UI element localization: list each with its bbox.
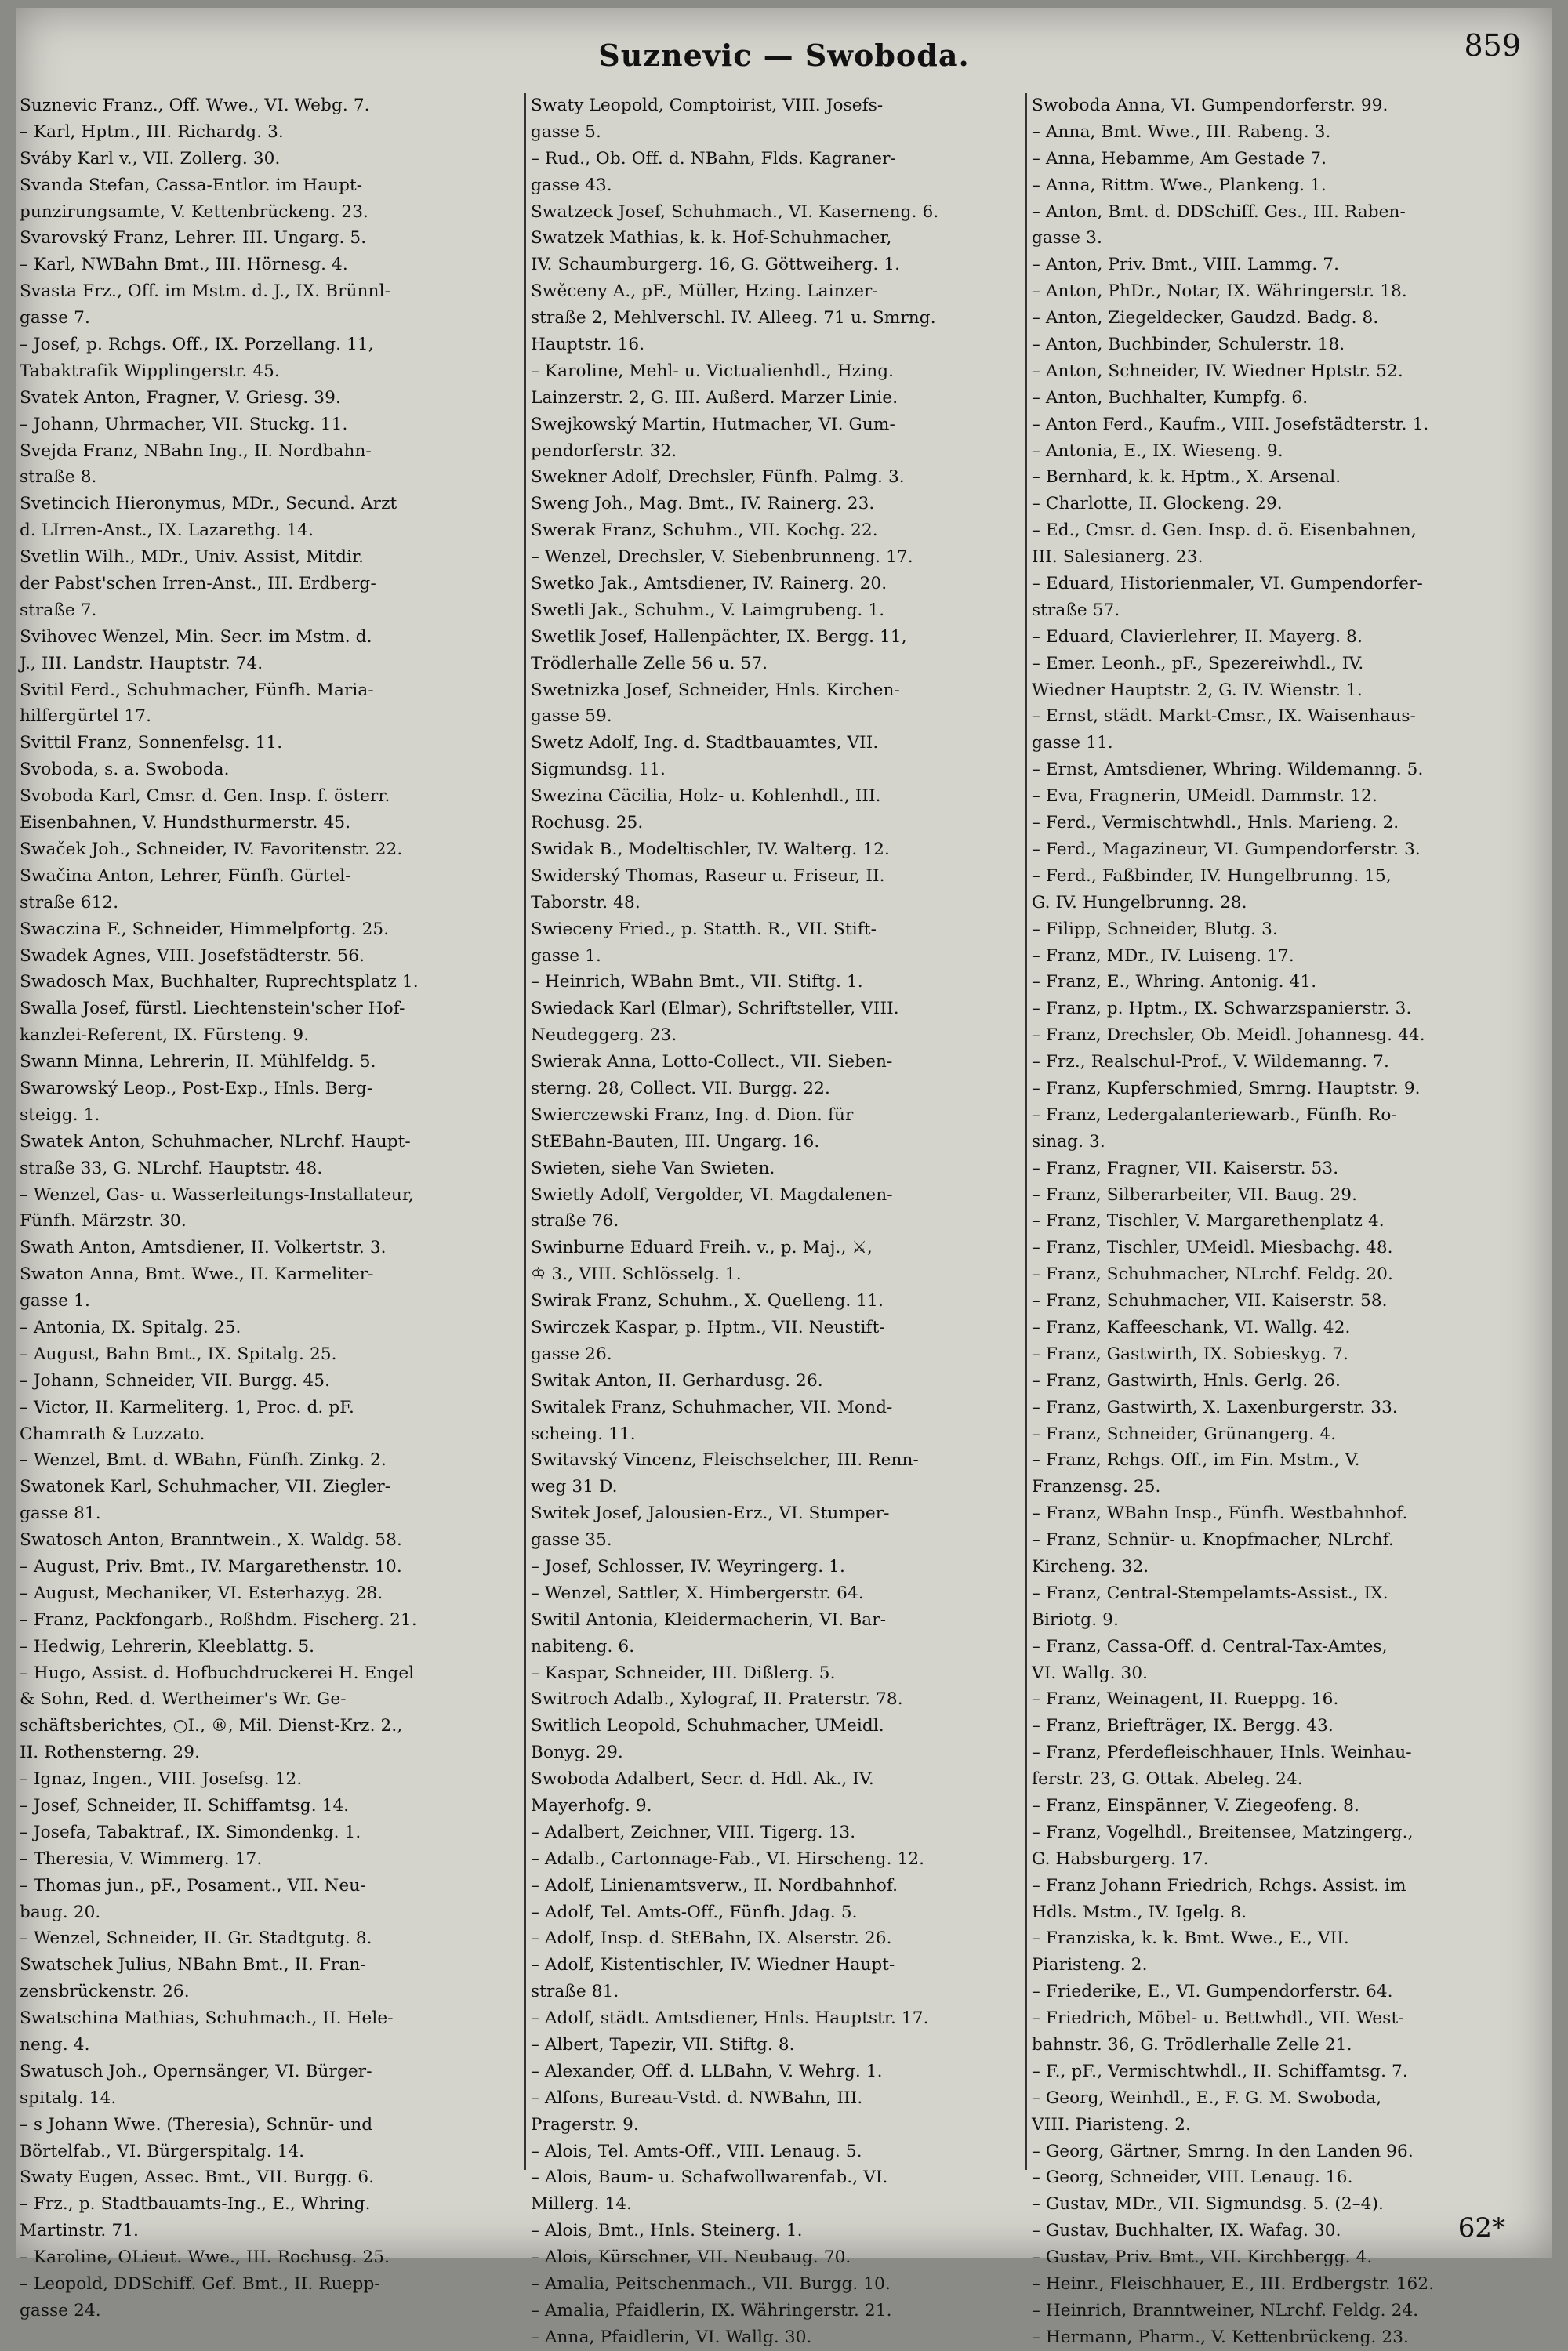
directory-entry-line: – Ferd., Faßbinder, IV. Hungelbrunng. 15, xyxy=(1032,865,1392,886)
directory-entry-line: Biriotg. 9. xyxy=(1032,1609,1119,1630)
directory-entry-line: Svoboda, s. a. Swoboda. xyxy=(20,760,230,780)
directory-entry-line: – Friederike, E., VI. Gumpendorferstr. 64. xyxy=(1032,1982,1393,2002)
directory-entry-line: – Franz, Central-Stempelamts-Assist., IX. xyxy=(1032,1583,1388,1603)
directory-entry-line: – Anna, Pfaidlerin, VI. Wallg. 30. xyxy=(531,2327,812,2347)
directory-entry-line: – Gustav, Buchhalter, IX. Wafag. 30. xyxy=(1032,2221,1341,2241)
directory-entry-line: – Franz, Gastwirth, Hnls. Gerlg. 26. xyxy=(1032,1370,1341,1391)
directory-entry-line: schäftsberichtes, ○I., ®, Mil. Dienst-Krz. 2., xyxy=(20,1716,403,1736)
directory-entry-line: G. Habsburgerg. 17. xyxy=(1032,1849,1209,1869)
directory-entry-line: Swinburne Eduard Freih. v., p. Maj., ⚔, xyxy=(531,1238,873,1258)
directory-entry-line: Sweng Joh., Mag. Bmt., IV. Rainerg. 23. xyxy=(531,494,875,514)
directory-entry-line: Swačina Anton, Lehrer, Fünfh. Gürtel- xyxy=(20,865,351,886)
directory-entry-line: – Kaspar, Schneider, III. Dißlerg. 5. xyxy=(531,1663,836,1683)
directory-entry-line: – Adolf, Tel. Amts-Off., Fünfh. Jdag. 5. xyxy=(531,1902,858,1922)
directory-entry-line: – Ernst, Amtsdiener, Whring. Wildemanng. 5. xyxy=(1032,760,1424,780)
directory-entry-line: – Anton Ferd., Kaufm., VIII. Josefstädterstr. 1. xyxy=(1032,414,1429,434)
directory-entry-line: – Alois, Tel. Amts-Off., VIII. Lenaug. 5. xyxy=(531,2141,862,2161)
directory-entry-line: – Adolf, städt. Amtsdiener, Hnls. Hauptstr. 17. xyxy=(531,2008,929,2029)
directory-entry-line: – Alois, Baum- u. Schafwollwarenfab., VI. xyxy=(531,2168,888,2188)
directory-entry-line: – Franz, Silberarbeiter, VII. Baug. 29. xyxy=(1032,1185,1358,1205)
directory-entry-line: straße 612. xyxy=(20,892,119,912)
directory-entry-line: gasse 11. xyxy=(1032,733,1113,753)
directory-entry-line: – Franz, Schuhmacher, NLrchf. Feldg. 20. xyxy=(1032,1264,1393,1285)
directory-entry-line: der Pabst'schen Irren-Anst., III. Erdberg- xyxy=(20,574,376,594)
directory-entry-line: Svetincich Hieronymus, MDr., Secund. Arzt xyxy=(20,494,397,514)
directory-entry-line: – Rud., Ob. Off. d. NBahn, Flds. Kagraner- xyxy=(531,148,896,169)
directory-entry-line: Swatzek Mathias, k. k. Hof-Schuhmacher, xyxy=(531,228,892,249)
directory-entry-line: – Franz, WBahn Insp., Fünfh. Westbahnhof. xyxy=(1032,1504,1408,1524)
directory-entry-line: – Friedrich, Möbel- u. Bettwhdl., VII. West- xyxy=(1032,2008,1404,2029)
directory-entry-line: Swatschina Mathias, Schuhmach., II. Hele- xyxy=(20,2008,394,2029)
directory-entry-line: – Victor, II. Karmeliterg. 1, Proc. d. pF. xyxy=(20,1397,354,1417)
directory-entry-line: – Franz, p. Hptm., IX. Schwarzspanierstr. 3. xyxy=(1032,999,1412,1019)
directory-entry-line: Swiderský Thomas, Raseur u. Friseur, II. xyxy=(531,865,885,886)
directory-entry-line: – Frz., Realschul-Prof., V. Wildemanng. 7. xyxy=(1032,1052,1389,1072)
directory-entry-line: – Adalbert, Zeichner, VIII. Tigerg. 13. xyxy=(531,1822,856,1842)
directory-entry-line: – Alexander, Off. d. LLBahn, V. Wehrg. 1. xyxy=(531,2061,883,2081)
directory-entry-line: – Anton, Buchhalter, Kumpfg. 6. xyxy=(1032,387,1308,408)
directory-entry-line: weg 31 D. xyxy=(531,1477,618,1497)
page-number: 859 xyxy=(1464,28,1521,63)
directory-entry-line: – Eduard, Historienmaler, VI. Gumpendorfer- xyxy=(1032,574,1423,594)
directory-entry-line: – Antonia, IX. Spitalg. 25. xyxy=(20,1317,241,1337)
directory-entry-line: – Josefa, Tabaktraf., IX. Simondenkg. 1. xyxy=(20,1822,361,1842)
directory-entry-line: – Antonia, E., IX. Wieseng. 9. xyxy=(1032,441,1283,461)
directory-entry-line: – Hugo, Assist. d. Hofbuchdruckerei H. Engel xyxy=(20,1663,415,1683)
directory-entry-line: Trödlerhalle Zelle 56 u. 57. xyxy=(531,653,768,673)
directory-entry-line: – Adalb., Cartonnage-Fab., VI. Hirscheng. 12. xyxy=(531,1849,925,1869)
directory-entry-line: – Josef, Schlosser, IV. Weyringerg. 1. xyxy=(531,1556,845,1576)
directory-entry-line: Millerg. 14. xyxy=(531,2194,633,2215)
directory-entry-line: – Leopold, DDSchiff. Gef. Bmt., II. Ruepp- xyxy=(20,2274,380,2295)
directory-entry-line: Chamrath & Luzzato. xyxy=(20,1424,205,1444)
directory-entry-line: neng. 4. xyxy=(20,2035,90,2055)
directory-entry-line: – Frz., p. Stadtbauamts-Ing., E., Whring. xyxy=(20,2194,371,2215)
directory-entry-line: straße 7. xyxy=(20,600,97,620)
directory-entry-line: gasse 1. xyxy=(20,1291,90,1312)
directory-entry-line: – Franz, Packfongarb., Roßhdm. Fischerg. 21. xyxy=(20,1609,417,1630)
directory-entry-line: – Anna, Rittm. Wwe., Plankeng. 1. xyxy=(1032,175,1327,195)
directory-entry-line: – August, Mechaniker, VI. Esterhazyg. 28. xyxy=(20,1583,383,1603)
directory-entry-line: – F., pF., Vermischtwhdl., II. Schiffamtsg. 7. xyxy=(1032,2061,1408,2081)
directory-entry-line: – Franz, Schneider, Grünangerg. 4. xyxy=(1032,1424,1337,1444)
directory-entry-line: – Johann, Schneider, VII. Burgg. 45. xyxy=(20,1370,331,1391)
directory-entry-line: straße 8. xyxy=(20,467,97,488)
directory-entry-line: bahnstr. 36, G. Trödlerhalle Zelle 21. xyxy=(1032,2035,1352,2055)
directory-entry-line: – Anton, Bmt. d. DDSchiff. Ges., III. Raben- xyxy=(1032,201,1406,222)
directory-entry-line: – Karl, NWBahn Bmt., III. Hörnesg. 4. xyxy=(20,255,348,275)
directory-entry-line: Rochusg. 25. xyxy=(531,813,644,833)
directory-entry-line: Svittil Franz, Sonnenfelsg. 11. xyxy=(20,733,283,753)
directory-entry-line: Switil Antonia, Kleidermacherin, VI. Bar- xyxy=(531,1609,887,1630)
directory-entry-line: straße 57. xyxy=(1032,600,1120,620)
directory-entry-line: – Adolf, Kistentischler, IV. Wiedner Haupt- xyxy=(531,1955,895,1975)
directory-entry-line: nabiteng. 6. xyxy=(531,1636,635,1656)
directory-entry-line: Taborstr. 48. xyxy=(531,892,641,912)
directory-entry-line: Eisenbahnen, V. Hundsthurmerstr. 45. xyxy=(20,813,351,833)
directory-entry-line: J., III. Landstr. Hauptstr. 74. xyxy=(20,653,263,673)
directory-entry-line: Hdls. Mstm., IV. Igelg. 8. xyxy=(1032,1902,1247,1922)
directory-entry-line: Switak Anton, II. Gerhardusg. 26. xyxy=(531,1370,823,1391)
directory-entry-line: sinag. 3. xyxy=(1032,1131,1105,1152)
directory-entry-line: – Heinr., Fleischhauer, E., III. Erdbergstr. 162. xyxy=(1032,2274,1435,2295)
directory-entry-line: – Gustav, MDr., VII. Sigmundsg. 5. (2–4). xyxy=(1032,2194,1384,2215)
directory-entry-line: – Alfons, Bureau-Vstd. d. NWBahn, III. xyxy=(531,2088,863,2108)
directory-entry-line: – Albert, Tapezir, VII. Stiftg. 8. xyxy=(531,2035,795,2055)
directory-entry-line: Mayerhofg. 9. xyxy=(531,1796,652,1816)
directory-entry-line: Switek Josef, Jalousien-Erz., VI. Stumper- xyxy=(531,1504,890,1524)
directory-entry-line: Wiedner Hauptstr. 2, G. IV. Wienstr. 1. xyxy=(1032,680,1363,700)
directory-entry-line: Swiedack Karl (Elmar), Schriftsteller, VIII. xyxy=(531,999,899,1019)
directory-entry-line: – Karl, Hptm., III. Richardg. 3. xyxy=(20,122,284,142)
directory-entry-line: IV. Schaumburgerg. 16, G. Göttweiherg. 1. xyxy=(531,255,901,275)
directory-entry-line: Svanda Stefan, Cassa-Entlor. im Haupt- xyxy=(20,175,363,195)
directory-entry-line: Switroch Adalb., Xylograf, II. Praterstr. 78. xyxy=(531,1689,903,1710)
directory-entry-line: ♔ 3., VIII. Schlösselg. 1. xyxy=(531,1264,742,1285)
directory-entry-line: II. Rothensterng. 29. xyxy=(20,1743,201,1763)
directory-entry-line: scheing. 11. xyxy=(531,1424,636,1444)
directory-page xyxy=(16,8,1552,2347)
directory-entry-line: Swirczek Kaspar, p. Hptm., VII. Neustift- xyxy=(531,1317,885,1337)
directory-entry-line: – Wenzel, Schneider, II. Gr. Stadtgutg. 8. xyxy=(20,1928,372,1949)
directory-entry-line: Swaton Anna, Bmt. Wwe., II. Karmeliter- xyxy=(20,1264,374,1285)
directory-entry-line: – Anna, Bmt. Wwe., III. Rabeng. 3. xyxy=(1032,122,1331,142)
directory-entry-line: – August, Bahn Bmt., IX. Spitalg. 25. xyxy=(20,1344,337,1364)
directory-entry-line: Swezina Cäcilia, Holz- u. Kohlenhdl., III. xyxy=(531,786,881,807)
directory-entry-line: d. LIrren-Anst., IX. Lazarethg. 14. xyxy=(20,521,314,541)
directory-entry-line: VIII. Piaristeng. 2. xyxy=(1032,2114,1192,2135)
directory-entry-line: – August, Priv. Bmt., IV. Margarethenstr. 10. xyxy=(20,1556,402,1576)
directory-entry-line: – Franz, Kupferschmied, Smrng. Hauptstr. 9. xyxy=(1032,1078,1421,1098)
page-header xyxy=(16,8,1552,86)
directory-entry-line: Swietly Adolf, Vergolder, VI. Magdalenen- xyxy=(531,1185,893,1205)
directory-entry-line: Sigmundsg. 11. xyxy=(531,760,666,780)
directory-entry-line: – Ernst, städt. Markt-Cmsr., IX. Waisenhaus- xyxy=(1032,706,1416,727)
directory-entry-line: – Ed., Cmsr. d. Gen. Insp. d. ö. Eisenbahnen, xyxy=(1032,521,1417,541)
directory-entry-line: sterng. 28, Collect. VII. Burgg. 22. xyxy=(531,1078,830,1098)
directory-entry-line: – Emer. Leonh., pF., Spezereiwhdl., IV. xyxy=(1032,653,1364,673)
directory-entry-line: gasse 1. xyxy=(531,945,601,966)
directory-entry-line: – Wenzel, Drechsler, V. Siebenbrunneng. 17. xyxy=(531,547,913,568)
directory-entry-line: Switalek Franz, Schuhmacher, VII. Mond- xyxy=(531,1397,893,1417)
directory-entry-line: Swierak Anna, Lotto-Collect., VII. Sieben- xyxy=(531,1052,893,1072)
directory-entry-line: – Bernhard, k. k. Hptm., X. Arsenal. xyxy=(1032,467,1341,488)
directory-entry-line: Franzensg. 25. xyxy=(1032,1477,1161,1497)
directory-entry-line: – Franz, E., Whring. Antonig. 41. xyxy=(1032,972,1317,992)
directory-entry-line: – Anton, Ziegeldecker, Gaudzd. Badg. 8. xyxy=(1032,308,1379,328)
directory-entry-line: – Franz, Weinagent, II. Rueppg. 16. xyxy=(1032,1689,1339,1710)
column-left xyxy=(20,93,514,2320)
directory-entry-line: Hauptstr. 16. xyxy=(531,335,645,355)
directory-entry-line: hilfergürtel 17. xyxy=(20,706,152,727)
directory-entry-line: – Adolf, Insp. d. StEBahn, IX. Alserstr. 26. xyxy=(531,1928,892,1949)
directory-entry-line: – Franz, Tischler, V. Margarethenplatz 4. xyxy=(1032,1211,1385,1232)
directory-entry-line: & Sohn, Red. d. Wertheimer's Wr. Ge- xyxy=(20,1689,347,1710)
directory-entry-line: – Franz, Tischler, UMeidl. Miesbachg. 48. xyxy=(1032,1238,1393,1258)
directory-entry-line: – Franz, Schnür- u. Knopfmacher, NLrchf. xyxy=(1032,1530,1394,1551)
directory-entry-line: – Franz, Einspänner, V. Ziegeofeng. 8. xyxy=(1032,1796,1359,1816)
directory-entry-line: ferstr. 23, G. Ottak. Abeleg. 24. xyxy=(1032,1769,1303,1790)
directory-entry-line: Swetz Adolf, Ing. d. Stadtbauamtes, VII. xyxy=(531,733,879,753)
directory-entry-line: Swierczewski Franz, Ing. d. Dion. für xyxy=(531,1105,854,1125)
directory-entry-line: gasse 7. xyxy=(20,308,90,328)
directory-entry-line: Tabaktrafik Wipplingerstr. 45. xyxy=(20,361,280,381)
directory-entry-line: VI. Wallg. 30. xyxy=(1032,1663,1149,1683)
directory-entry-line: straße 76. xyxy=(531,1211,619,1232)
directory-entry-line: Switlich Leopold, Schuhmacher, UMeidl. xyxy=(531,1716,884,1736)
directory-entry-line: Swejkowský Martin, Hutmacher, VI. Gum- xyxy=(531,414,895,434)
directory-entry-line: gasse 43. xyxy=(531,175,612,195)
directory-entry-line: – Theresia, V. Wimmerg. 17. xyxy=(20,1849,263,1869)
directory-entry-line: Swetko Jak., Amtsdiener, IV. Rainerg. 20. xyxy=(531,574,887,594)
directory-entry-line: – Anton, Buchbinder, Schulerstr. 18. xyxy=(1032,335,1345,355)
directory-entry-line: – Franz, MDr., IV. Luiseng. 17. xyxy=(1032,945,1294,966)
directory-entry-line: Swieten, siehe Van Swieten. xyxy=(531,1158,775,1178)
directory-entry-line: Svihovec Wenzel, Min. Secr. im Mstm. d. xyxy=(20,626,372,647)
directory-entry-line: III. Salesianerg. 23. xyxy=(1032,547,1203,568)
directory-entry-line: gasse 24. xyxy=(20,2300,101,2320)
directory-entry-line: – Franz Johann Friedrich, Rchgs. Assist. im xyxy=(1032,1875,1406,1896)
directory-entry-line: – Amalia, Pfaidlerin, IX. Währingerstr. 21. xyxy=(531,2300,892,2320)
directory-entry-line: Swetli Jak., Schuhm., V. Laimgrubeng. 1. xyxy=(531,600,885,620)
directory-entry-line: Swarowský Leop., Post-Exp., Hnls. Berg- xyxy=(20,1078,373,1098)
directory-entry-line: Swidak B., Modeltischler, IV. Walterg. 12. xyxy=(531,839,890,859)
directory-entry-line: – Franz, Rchgs. Off., im Fin. Mstm., V. xyxy=(1032,1450,1360,1471)
directory-entry-line: Swoboda Adalbert, Secr. d. Hdl. Ak., IV. xyxy=(531,1769,874,1790)
directory-entry-line: – Franz, Pferdefleischhauer, Hnls. Weinhau- xyxy=(1032,1743,1412,1763)
directory-entry-line: Swalla Josef, fürstl. Liechtenstein'scher Hof- xyxy=(20,999,405,1019)
directory-entry-line: – Anton, Schneider, IV. Wiedner Hptstr. 52. xyxy=(1032,361,1403,381)
directory-entry-line: – Thomas jun., pF., Posament., VII. Neu- xyxy=(20,1875,366,1896)
directory-entry-line: Suznevic Franz., Off. Wwe., VI. Webg. 7. xyxy=(20,96,370,115)
directory-entry-line: – Karoline, Mehl- u. Victualienhdl., Hzing. xyxy=(531,361,895,381)
directory-entry-line: punzirungsamte, V. Kettenbrückeng. 23. xyxy=(20,201,369,222)
directory-entry-line: – Hermann, Pharm., V. Kettenbrückeng. 23. xyxy=(1032,2327,1410,2347)
directory-entry-line: – Franz, Gastwirth, X. Laxenburgerstr. 33. xyxy=(1032,1397,1398,1417)
directory-entry-line: – Anton, Priv. Bmt., VIII. Lammg. 7. xyxy=(1032,255,1340,275)
directory-entry-line: – Alois, Bmt., Hnls. Steinerg. 1. xyxy=(531,2221,803,2241)
directory-entry-line: Switavský Vincenz, Fleischselcher, III. Renn- xyxy=(531,1450,919,1471)
directory-entry-line: – Franz, Drechsler, Ob. Meidl. Johannesg. 44. xyxy=(1032,1025,1425,1046)
directory-entry-line: Swetlik Josef, Hallenpächter, IX. Bergg. 11, xyxy=(531,626,907,647)
directory-entry-line: pendorferstr. 32. xyxy=(531,441,677,461)
column-right xyxy=(1025,93,1521,2347)
directory-entry-line: – Georg, Weinhdl., E., F. G. M. Swoboda, xyxy=(1032,2088,1382,2108)
directory-entry-line: Swath Anton, Amtsdiener, II. Volkertstr. 3. xyxy=(20,1238,387,1258)
directory-entry-line: gasse 26. xyxy=(531,1344,612,1364)
directory-entry-line: Swadek Agnes, VIII. Josefstädterstr. 56. xyxy=(20,945,365,966)
directory-entry-line: – Wenzel, Gas- u. Wasserleitungs-Installateur, xyxy=(20,1185,414,1205)
directory-entry-line: – Amalia, Peitschenmach., VII. Burgg. 10. xyxy=(531,2274,891,2295)
directory-entry-line: Swann Minna, Lehrerin, II. Mühlfeldg. 5. xyxy=(20,1052,376,1072)
directory-entry-line: gasse 5. xyxy=(531,122,601,142)
directory-entry-line: spitalg. 14. xyxy=(20,2088,117,2108)
directory-entry-line: – Johann, Uhrmacher, VII. Stuckg. 11. xyxy=(20,414,348,434)
directory-entry-line: – Franz, Briefträger, IX. Bergg. 43. xyxy=(1032,1716,1334,1736)
directory-entry-line: – Anna, Hebamme, Am Gestade 7. xyxy=(1032,148,1327,169)
column-middle xyxy=(524,93,1020,2347)
directory-entry-line: straße 2, Mehlverschl. IV. Alleeg. 71 u. Smrng. xyxy=(531,308,936,328)
directory-entry-line: straße 81. xyxy=(531,1982,619,2002)
directory-entry-line: Swekner Adolf, Drechsler, Fünfh. Palmg. 3. xyxy=(531,467,905,488)
directory-entry-line: straße 33, G. NLrchf. Hauptstr. 48. xyxy=(20,1158,323,1178)
directory-entry-line: Swaczina F., Schneider, Himmelpfortg. 25. xyxy=(20,919,390,939)
directory-entry-line: – Eva, Fragnerin, UMeidl. Dammstr. 12. xyxy=(1032,786,1377,807)
directory-entry-line: – Heinrich, Branntweiner, NLrchf. Feldg. 24. xyxy=(1032,2300,1419,2320)
directory-entry-line: – Josef, Schneider, II. Schiffamtsg. 14. xyxy=(20,1796,350,1816)
directory-entry-line: – Filipp, Schneider, Blutg. 3. xyxy=(1032,919,1278,939)
directory-entry-line: steigg. 1. xyxy=(20,1105,100,1125)
directory-entry-line: – Franz, Ledergalanteriewarb., Fünfh. Ro- xyxy=(1032,1105,1397,1125)
directory-entry-line: Swatusch Joh., Opernsänger, VI. Bürger- xyxy=(20,2061,372,2081)
directory-entry-line: zensbrückenstr. 26. xyxy=(20,1982,190,2002)
directory-entry-line: – Adolf, Linienamtsverw., II. Nordbahnhof. xyxy=(531,1875,898,1896)
directory-entry-line: – Franz, Gastwirth, IX. Sobieskyg. 7. xyxy=(1032,1344,1348,1364)
directory-entry-line: Swatonek Karl, Schuhmacher, VII. Ziegler- xyxy=(20,1477,391,1497)
directory-entry-line: – Karoline, OLieut. Wwe., III. Rochusg. 25. xyxy=(20,2248,390,2268)
directory-entry-line: Svoboda Karl, Cmsr. d. Gen. Insp. f. österr. xyxy=(20,786,390,807)
directory-entry-line: Svitil Ferd., Schuhmacher, Fünfh. Maria- xyxy=(20,680,374,700)
directory-entry-line: – Ignaz, Ingen., VIII. Josefsg. 12. xyxy=(20,1769,303,1790)
directory-entry-line: Fünfh. Märzstr. 30. xyxy=(20,1211,187,1232)
directory-entry-line: gasse 59. xyxy=(531,706,612,727)
directory-entry-line: – Hedwig, Lehrerin, Kleeblattg. 5. xyxy=(20,1636,315,1656)
page-title: Suznevic — Swoboda. xyxy=(598,38,970,73)
directory-entry-line: Swoboda Anna, VI. Gumpendorferstr. 99. xyxy=(1032,96,1388,115)
directory-entry-line: – Heinrich, WBahn Bmt., VII. Stiftg. 1. xyxy=(531,972,863,992)
directory-entry-line: – Franziska, k. k. Bmt. Wwe., E., VII. xyxy=(1032,1928,1349,1949)
directory-entry-line: Swirak Franz, Schuhm., X. Quelleng. 11. xyxy=(531,1291,884,1312)
directory-entry-line: – Ferd., Magazineur, VI. Gumpendorferstr. 3. xyxy=(1032,839,1421,859)
directory-entry-line: Swěceny A., pF., Müller, Hzing. Lainzer- xyxy=(531,281,878,302)
directory-entry-line: Swatschek Julius, NBahn Bmt., II. Fran- xyxy=(20,1955,366,1975)
directory-entry-line: gasse 3. xyxy=(1032,228,1102,249)
directory-entry-line: – Franz, Kaffeeschank, VI. Wallg. 42. xyxy=(1032,1317,1351,1337)
directory-entry-line: – Gustav, Priv. Bmt., VII. Kirchbergg. 4. xyxy=(1032,2248,1373,2268)
directory-entry-line: Neudeggerg. 23. xyxy=(531,1025,677,1046)
directory-entry-line: Svetlin Wilh., MDr., Univ. Assist, Mitdir. xyxy=(20,547,365,568)
directory-entry-line: – Franz, Cassa-Off. d. Central-Tax-Amtes, xyxy=(1032,1636,1388,1656)
directory-entry-line: Swaty Eugen, Assec. Bmt., VII. Burgg. 6. xyxy=(20,2168,375,2188)
directory-entry-line: StEBahn-Bauten, III. Ungarg. 16. xyxy=(531,1131,820,1152)
directory-entry-line: – Georg, Gärtner, Smrng. In den Landen 96. xyxy=(1032,2141,1414,2161)
directory-entry-line: Sváby Karl v., VII. Zollerg. 30. xyxy=(20,148,281,169)
directory-entry-line: Svatek Anton, Fragner, V. Griesg. 39. xyxy=(20,387,341,408)
directory-entry-line: G. IV. Hungelbrunng. 28. xyxy=(1032,892,1247,912)
directory-entry-line: – Anton, PhDr., Notar, IX. Währingerstr. 18. xyxy=(1032,281,1407,302)
directory-entry-line: Kircheng. 32. xyxy=(1032,1556,1149,1576)
directory-entry-line: – Eduard, Clavierlehrer, II. Mayerg. 8. xyxy=(1032,626,1363,647)
directory-entry-line: – Wenzel, Bmt. d. WBahn, Fünfh. Zinkg. 2. xyxy=(20,1450,387,1471)
directory-entry-line: baug. 20. xyxy=(20,1902,101,1922)
directory-entry-line: Svasta Frz., Off. im Mstm. d. J., IX. Brünnl- xyxy=(20,281,390,302)
directory-entry-line: – Franz, Fragner, VII. Kaiserstr. 53. xyxy=(1032,1158,1339,1178)
signature-mark: 62* xyxy=(1457,2212,1505,2244)
directory-entry-line: gasse 81. xyxy=(20,1504,101,1524)
directory-entry-line: – Georg, Schneider, VIII. Lenaug. 16. xyxy=(1032,2168,1353,2188)
directory-entry-line: Swetnizka Josef, Schneider, Hnls. Kirchen- xyxy=(531,680,900,700)
directory-entry-line: Lainzerstr. 2, G. III. Außerd. Marzer Linie. xyxy=(531,387,898,408)
directory-entry-line: kanzlei-Referent, IX. Fürsteng. 9. xyxy=(20,1025,310,1046)
directory-entry-line: Swatek Anton, Schuhmacher, NLrchf. Haupt- xyxy=(20,1131,411,1152)
directory-entry-line: – Josef, p. Rchgs. Off., IX. Porzellang. 11, xyxy=(20,335,374,355)
directory-entry-line: Svarovský Franz, Lehrer. III. Ungarg. 5. xyxy=(20,228,367,249)
directory-entry-line: Swaček Joh., Schneider, IV. Favoritenstr. 22. xyxy=(20,839,403,859)
directory-entry-line: Piaristeng. 2. xyxy=(1032,1955,1148,1975)
directory-entry-line: – Franz, Schuhmacher, VII. Kaiserstr. 58. xyxy=(1032,1291,1388,1312)
directory-entry-line: Swadosch Max, Buchhalter, Ruprechtsplatz 1. xyxy=(20,972,419,992)
directory-entry-line: Svejda Franz, NBahn Ing., II. Nordbahn- xyxy=(20,441,372,461)
directory-entry-line: – Charlotte, II. Glockeng. 29. xyxy=(1032,494,1283,514)
directory-entry-line: Martinstr. 71. xyxy=(20,2221,139,2241)
directory-entry-line: – Franz, Vogelhdl., Breitensee, Matzingerg., xyxy=(1032,1822,1414,1842)
directory-entry-line: – s Johann Wwe. (Theresia), Schnür- und xyxy=(20,2114,373,2135)
directory-entry-line: gasse 35. xyxy=(531,1530,612,1551)
directory-entry-line: Swerak Franz, Schuhm., VII. Kochg. 22. xyxy=(531,521,878,541)
directory-entry-line: – Ferd., Vermischtwhdl., Hnls. Marieng. 2. xyxy=(1032,813,1399,833)
directory-entry-line: Bonyg. 29. xyxy=(531,1743,623,1763)
directory-entry-line: – Wenzel, Sattler, X. Himbergerstr. 64. xyxy=(531,1583,864,1603)
directory-entry-line: Swaty Leopold, Comptoirist, VIII. Josefs- xyxy=(531,96,884,115)
directory-entry-line: – Alois, Kürschner, VII. Neubaug. 70. xyxy=(531,2248,851,2268)
directory-entry-line: Swieceny Fried., p. Statth. R., VII. Stift- xyxy=(531,919,877,939)
directory-entry-line: Börtelfab., VI. Bürgerspitalg. 14. xyxy=(20,2141,305,2161)
directory-entry-line: Pragerstr. 9. xyxy=(531,2114,639,2135)
directory-entry-line: Swatzeck Josef, Schuhmach., VI. Kaserneng. 6. xyxy=(531,201,939,222)
directory-entry-line: Swatosch Anton, Branntwein., X. Waldg. 58. xyxy=(20,1530,402,1551)
